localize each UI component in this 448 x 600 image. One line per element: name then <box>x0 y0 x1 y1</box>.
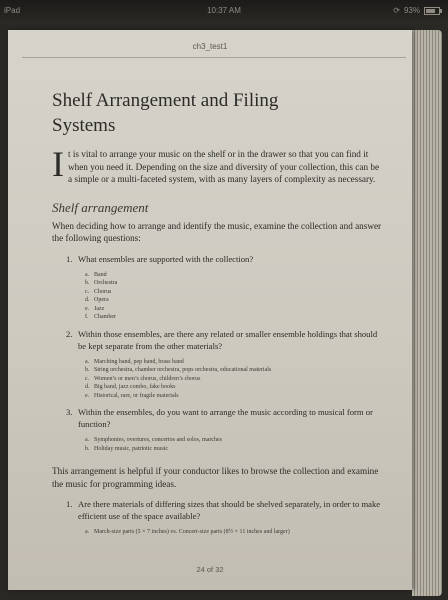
list-item: a. March-size parts (5 × 7 inches) vs. Concert-size parts (8½ × 11 inches and larger) <box>85 529 290 535</box>
list-item: a. Marching band, pep band, brass band <box>85 358 184 365</box>
sub-list <box>78 358 382 401</box>
sub-list <box>78 436 382 453</box>
sub-list <box>78 271 382 322</box>
book-page[interactable] <box>8 30 412 590</box>
battery-icon <box>424 7 440 15</box>
list-item: e. Jazz <box>85 305 105 312</box>
list-item: c. Chorus <box>85 288 112 295</box>
page-stack-edge <box>412 30 442 596</box>
list-item: c. Women’s or men’s chorus, children’s chorus <box>85 375 201 382</box>
list-item: a. Band <box>85 271 107 278</box>
list-item: e. Historical, rare, or fragile materials <box>85 392 179 399</box>
running-head: ch3_test1 <box>192 42 228 51</box>
status-time: 10:37 AM <box>207 6 241 15</box>
chapter-title: Shelf Arrangement and Filing Systems <box>52 90 279 136</box>
status-bar <box>0 0 448 24</box>
section-title: Shelf arrangement <box>52 199 149 215</box>
battery-percent: 93% <box>403 6 420 15</box>
page-content <box>52 88 382 543</box>
question-list <box>52 253 382 454</box>
list-item: 1. Are there materials of differing sizes that should be shelved separately, in order to make efficient use of the space available? a. March-size parts (5 × 7 inches) vs. Concert-size parts (8½ × 11 inches and larger) <box>66 499 381 535</box>
list-item: b. Orchestra <box>85 280 118 286</box>
list-item: 1. What ensembles are supported with the collection? a. Band b. Orchestra c. Chorus d. Opera e. Jazz f. Chamber <box>78 253 382 322</box>
question-list-2 <box>52 498 382 537</box>
list-item: a. Symphonies, overtures, concertos and solos, marches <box>85 437 222 443</box>
sub-list <box>78 528 382 537</box>
intro-text: t is vital to arrange your music on the shelf or in the drawer so that you can find it when you need it. Depending on the size and diversity of your collection, this can be a simple or a multi-faceted system, with as many layers of complexity as necessary. <box>68 149 380 184</box>
list-item: 2. Within those ensembles, are there any related or smaller ensemble holdings that should be kept separate from the other materials? a. Marching band, pep band, brass band b. String orchestra, chamber orchestra, pops orchestra, educational materials c. Women’s or men’s chorus, children’s chorus d. Big band, jazz combo, fake books e. Historical, rare, or fragile materials <box>78 328 382 401</box>
header-rule <box>22 57 406 58</box>
drop-cap: I <box>52 144 64 184</box>
list-item: b. Holiday music, patriotic music <box>85 445 168 452</box>
list-item: d. Big band, jazz combo, fake books <box>85 384 176 390</box>
closing-paragraph: This arrangement is helpful if your conductor likes to browse the collection and examine the music for programming ideas. <box>52 466 379 489</box>
list-item: d. Opera <box>85 297 109 303</box>
list-item: f. Chamber <box>85 314 116 320</box>
status-right <box>393 6 440 15</box>
device-name: iPad <box>4 6 21 15</box>
section-intro: When deciding how to arrange and identify the music, examine the collection and answer the following questions: <box>52 220 382 243</box>
page-indicator: 24 of 32 <box>196 565 224 574</box>
list-item: b. String orchestra, chamber orchestra, pops orchestra, educational materials <box>85 367 272 373</box>
lock-rotation-icon: ⟳ <box>393 6 400 15</box>
intro-paragraph <box>52 144 382 186</box>
list-item: 3. Within the ensembles, do you want to arrange the music according to musical form or function? a. Symphonies, overtures, concertos and solos, marches b. Holiday music, patriotic music <box>78 406 382 453</box>
